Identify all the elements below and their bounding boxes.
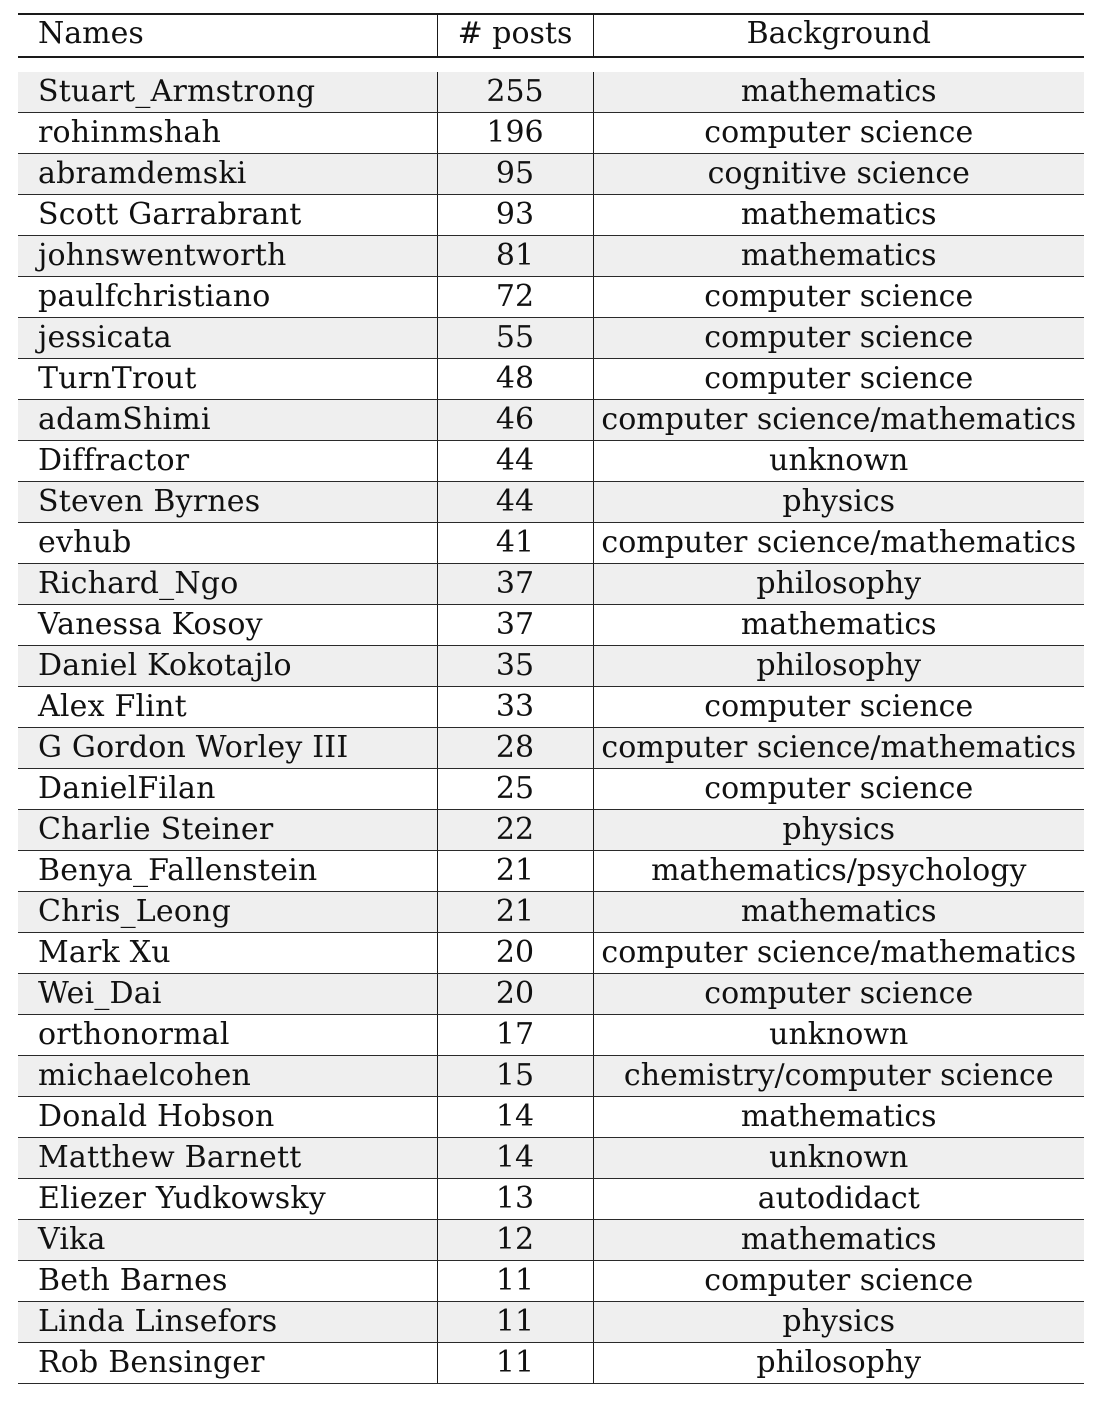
cell-name: rohinmshah — [18, 113, 437, 154]
cell-name: Stuart_Armstrong — [18, 72, 437, 113]
cell-posts: 12 — [437, 1220, 593, 1261]
table-row — [18, 728, 1084, 769]
cell-name: Richard_Ngo — [18, 564, 437, 605]
cell-background: autodidact — [593, 1179, 1084, 1220]
cell-posts: 44 — [437, 482, 593, 523]
cell-background: unknown — [593, 1138, 1084, 1179]
header-names: Names — [18, 14, 437, 57]
table-row — [18, 851, 1084, 892]
cell-background: physics — [593, 1302, 1084, 1343]
header-posts: # posts — [437, 14, 593, 57]
cell-posts: 37 — [437, 605, 593, 646]
cell-background: computer science/mathematics — [593, 933, 1084, 974]
table-row — [18, 113, 1084, 154]
cell-posts: 95 — [437, 154, 593, 195]
cell-name: Alex Flint — [18, 687, 437, 728]
cell-posts: 17 — [437, 1015, 593, 1056]
cell-posts: 11 — [437, 1261, 593, 1302]
table-row — [18, 441, 1084, 482]
table-row — [18, 1015, 1084, 1056]
cell-background: computer science — [593, 113, 1084, 154]
cell-name: Donald Hobson — [18, 1097, 437, 1138]
cell-background: computer science/mathematics — [593, 400, 1084, 441]
table-row — [18, 646, 1084, 687]
cell-name: Linda Linsefors — [18, 1302, 437, 1343]
cell-background: chemistry/computer science — [593, 1056, 1084, 1097]
cell-background: mathematics — [593, 195, 1084, 236]
table-row — [18, 1220, 1084, 1261]
table-row — [18, 605, 1084, 646]
cell-name: jessicata — [18, 318, 437, 359]
cell-posts: 15 — [437, 1056, 593, 1097]
cell-posts: 35 — [437, 646, 593, 687]
cell-name: Rob Bensinger — [18, 1343, 437, 1384]
table-row — [18, 892, 1084, 933]
cell-background: computer science — [593, 318, 1084, 359]
header-row — [18, 14, 1084, 57]
table-row — [18, 154, 1084, 195]
cell-name: Diffractor — [18, 441, 437, 482]
cell-name: Beth Barnes — [18, 1261, 437, 1302]
cell-posts: 41 — [437, 523, 593, 564]
cell-name: Vanessa Kosoy — [18, 605, 437, 646]
cell-name: G Gordon Worley III — [18, 728, 437, 769]
cell-name: Chris_Leong — [18, 892, 437, 933]
table-row — [18, 1097, 1084, 1138]
cell-posts: 25 — [437, 769, 593, 810]
cell-name: Daniel Kokotajlo — [18, 646, 437, 687]
cell-background: computer science — [593, 1261, 1084, 1302]
cell-background: mathematics — [593, 72, 1084, 113]
cell-posts: 28 — [437, 728, 593, 769]
cell-name: orthonormal — [18, 1015, 437, 1056]
cell-name: Steven Byrnes — [18, 482, 437, 523]
cell-posts: 72 — [437, 277, 593, 318]
cell-name: Matthew Barnett — [18, 1138, 437, 1179]
cell-posts: 11 — [437, 1343, 593, 1384]
table-body — [18, 57, 1084, 1384]
table-row — [18, 769, 1084, 810]
cell-name: DanielFilan — [18, 769, 437, 810]
table-row — [18, 482, 1084, 523]
author-table — [18, 13, 1084, 1384]
cell-posts: 255 — [437, 72, 593, 113]
cell-background: mathematics — [593, 892, 1084, 933]
cell-posts: 21 — [437, 892, 593, 933]
cell-posts: 196 — [437, 113, 593, 154]
cell-name: Eliezer Yudkowsky — [18, 1179, 437, 1220]
cell-name: abramdemski — [18, 154, 437, 195]
table-row — [18, 359, 1084, 400]
cell-background: philosophy — [593, 646, 1084, 687]
cell-name: evhub — [18, 523, 437, 564]
cell-background: computer science — [593, 974, 1084, 1015]
table-row — [18, 72, 1084, 113]
cell-posts: 33 — [437, 687, 593, 728]
cell-posts: 46 — [437, 400, 593, 441]
cell-posts: 37 — [437, 564, 593, 605]
cell-name: paulfchristiano — [18, 277, 437, 318]
table-row — [18, 1261, 1084, 1302]
cell-posts: 20 — [437, 933, 593, 974]
cell-background: physics — [593, 482, 1084, 523]
cell-posts: 93 — [437, 195, 593, 236]
cell-background: computer science — [593, 277, 1084, 318]
table-row — [18, 933, 1084, 974]
cell-name: Wei_Dai — [18, 974, 437, 1015]
cell-background: mathematics — [593, 1097, 1084, 1138]
cell-posts: 22 — [437, 810, 593, 851]
cell-background: computer science/mathematics — [593, 728, 1084, 769]
cell-name: Mark Xu — [18, 933, 437, 974]
cell-background: philosophy — [593, 564, 1084, 605]
table-row — [18, 564, 1084, 605]
table-row — [18, 1179, 1084, 1220]
table-row — [18, 810, 1084, 851]
table-row — [18, 400, 1084, 441]
cell-background: computer science/mathematics — [593, 523, 1084, 564]
cell-posts: 14 — [437, 1138, 593, 1179]
cell-name: TurnTrout — [18, 359, 437, 400]
cell-background: computer science — [593, 687, 1084, 728]
table-row — [18, 687, 1084, 728]
header-background: Background — [593, 14, 1084, 57]
cell-posts: 81 — [437, 236, 593, 277]
table-row — [18, 1343, 1084, 1384]
table-row — [18, 195, 1084, 236]
table-row — [18, 236, 1084, 277]
cell-posts: 11 — [437, 1302, 593, 1343]
table-row — [18, 1138, 1084, 1179]
cell-name: Benya_Fallenstein — [18, 851, 437, 892]
table-row — [18, 1056, 1084, 1097]
cell-background: mathematics/psychology — [593, 851, 1084, 892]
table-row — [18, 277, 1084, 318]
cell-background: cognitive science — [593, 154, 1084, 195]
cell-name: Charlie Steiner — [18, 810, 437, 851]
table-row — [18, 1302, 1084, 1343]
cell-background: mathematics — [593, 1220, 1084, 1261]
cell-background: physics — [593, 810, 1084, 851]
rule-cell — [18, 57, 1084, 72]
cell-background: philosophy — [593, 1343, 1084, 1384]
cell-name: Scott Garrabrant — [18, 195, 437, 236]
table-row — [18, 974, 1084, 1015]
cell-background: computer science — [593, 769, 1084, 810]
header-double-rule — [18, 57, 1084, 72]
cell-posts: 48 — [437, 359, 593, 400]
table-row — [18, 318, 1084, 359]
cell-posts: 14 — [437, 1097, 593, 1138]
cell-posts: 44 — [437, 441, 593, 482]
cell-posts: 55 — [437, 318, 593, 359]
cell-name: michaelcohen — [18, 1056, 437, 1097]
cell-background: mathematics — [593, 605, 1084, 646]
cell-posts: 21 — [437, 851, 593, 892]
cell-name: adamShimi — [18, 400, 437, 441]
cell-posts: 13 — [437, 1179, 593, 1220]
table-row — [18, 523, 1084, 564]
cell-posts: 20 — [437, 974, 593, 1015]
cell-background: unknown — [593, 441, 1084, 482]
cell-background: computer science — [593, 359, 1084, 400]
cell-name: Vika — [18, 1220, 437, 1261]
cell-background: unknown — [593, 1015, 1084, 1056]
table-header — [18, 14, 1084, 57]
cell-name: johnswentworth — [18, 236, 437, 277]
cell-background: mathematics — [593, 236, 1084, 277]
